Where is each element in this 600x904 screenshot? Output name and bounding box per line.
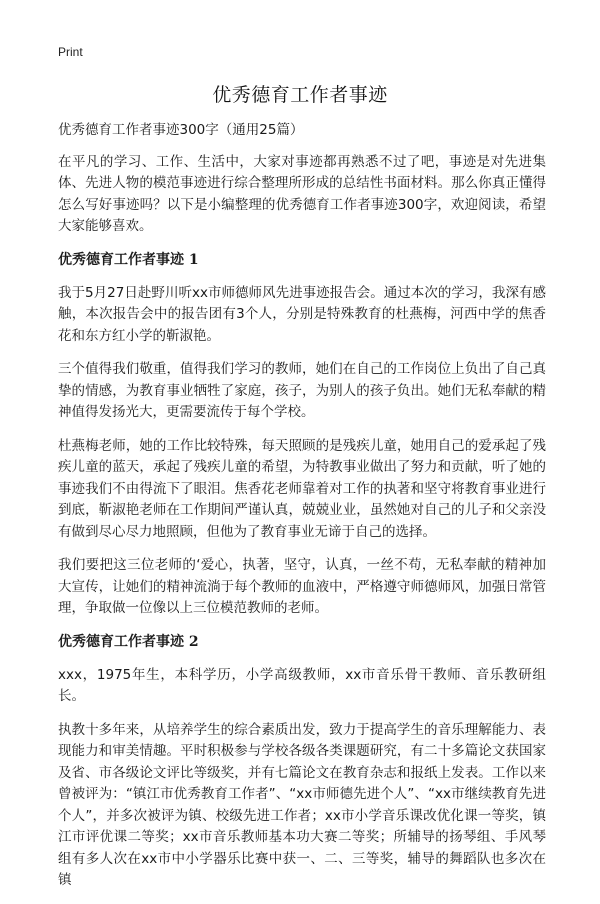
paragraph: 执教十多年来，从培养学生的综合素质出发，致力于提高学生的音乐理解能力、表现能力和审美情趣。平时积极参与学校各级各类课题研究，有二十多篇论文获国家及省、市各级论文评比等级奖，并有七篇论文在教育杂志和报纸上发表。工作以来曾被评为：“镇江市优秀教育工作者”、“xx市师德先进个人”、“xx市继续教育先进个人”，并多次被评为镇、校级先进工作者；xx市小学音乐课改优化课一等奖，镇江市评优课二等奖；xx市音乐教师基本功大赛二等奖；所辅导的扬琴组、手风琴组有多人次在xx市中小学器乐比赛中获一、二、三等奖，辅导的舞蹈队也多次在镇 — [58, 721, 546, 888]
paragraph: xxx，1975年生，本科学历，小学高级教师，xx市音乐骨干教师、音乐教研组长。 — [58, 666, 546, 704]
paragraph: 我于5月27日赴野川听xx市师德师风先进事迹报告会。通过本次的学习，我深有感触，本次报告会中的报告团有3个人，分别是特殊教育的杜燕梅，河西中学的焦香花和东方红小学的靳淑艳。 — [58, 284, 546, 344]
document-body — [58, 120, 546, 904]
paragraph: 杜燕梅老师，她的工作比较特殊，每天照顾的是残疾儿童，她用自己的爱承起了残疾儿童的蓝天，承起了残疾儿童的希望，为特教事业做出了努力和贡献，听了她的事迹我们不由得流下了眼泪。焦香花老师靠着对工作的执著和坚守将教育事业进行到底，靳淑艳老师在工作期间严谨认真，兢兢业业，虽然她对自己的儿子和父亲没有做到尽心尽力地照顾，但他为了教育事业无谛于自己的选择。 — [58, 437, 546, 540]
document-title: 优秀德育工作者事迹 — [212, 84, 388, 106]
document-subtitle: 优秀德育工作者事迹300字（通用25篇） — [58, 122, 304, 138]
section-heading: 优秀德育工作者事迹 1 — [58, 251, 199, 268]
section-heading: 优秀德育工作者事迹 2 — [58, 633, 199, 650]
print-link[interactable]: Print — [58, 45, 83, 59]
intro-paragraph: 在平凡的学习、工作、生活中，大家对事迹都再熟悉不过了吧，事迹是对先进集体、先进人物的模范事迹进行综合整理所形成的总结性书面材料。那么你真正懂得怎么写好事迹吗？以下是小编整理的优秀德育工作者事迹300字，欢迎阅读，希望大家能够喜欢。 — [58, 153, 546, 234]
paragraph: 三个值得我们敬重，值得我们学习的教师，她们在自己的工作岗位上负出了自己真挚的情感，为教育事业牺牲了家庭，孩子，为别人的孩子负出。她们无私奉献的精神值得发扬光大，更需要流传于每个学校。 — [58, 361, 546, 420]
paragraph: 我们要把这三位老师的‘爱心，执著，坚守，认真，一丝不苟，无私奉献的精神加大宣传，让她们的精神流淌于每个教师的血液中，严格遵守师德师风，加强日常管理，争取做一位像以上三位模范教师的老师。 — [58, 557, 546, 616]
